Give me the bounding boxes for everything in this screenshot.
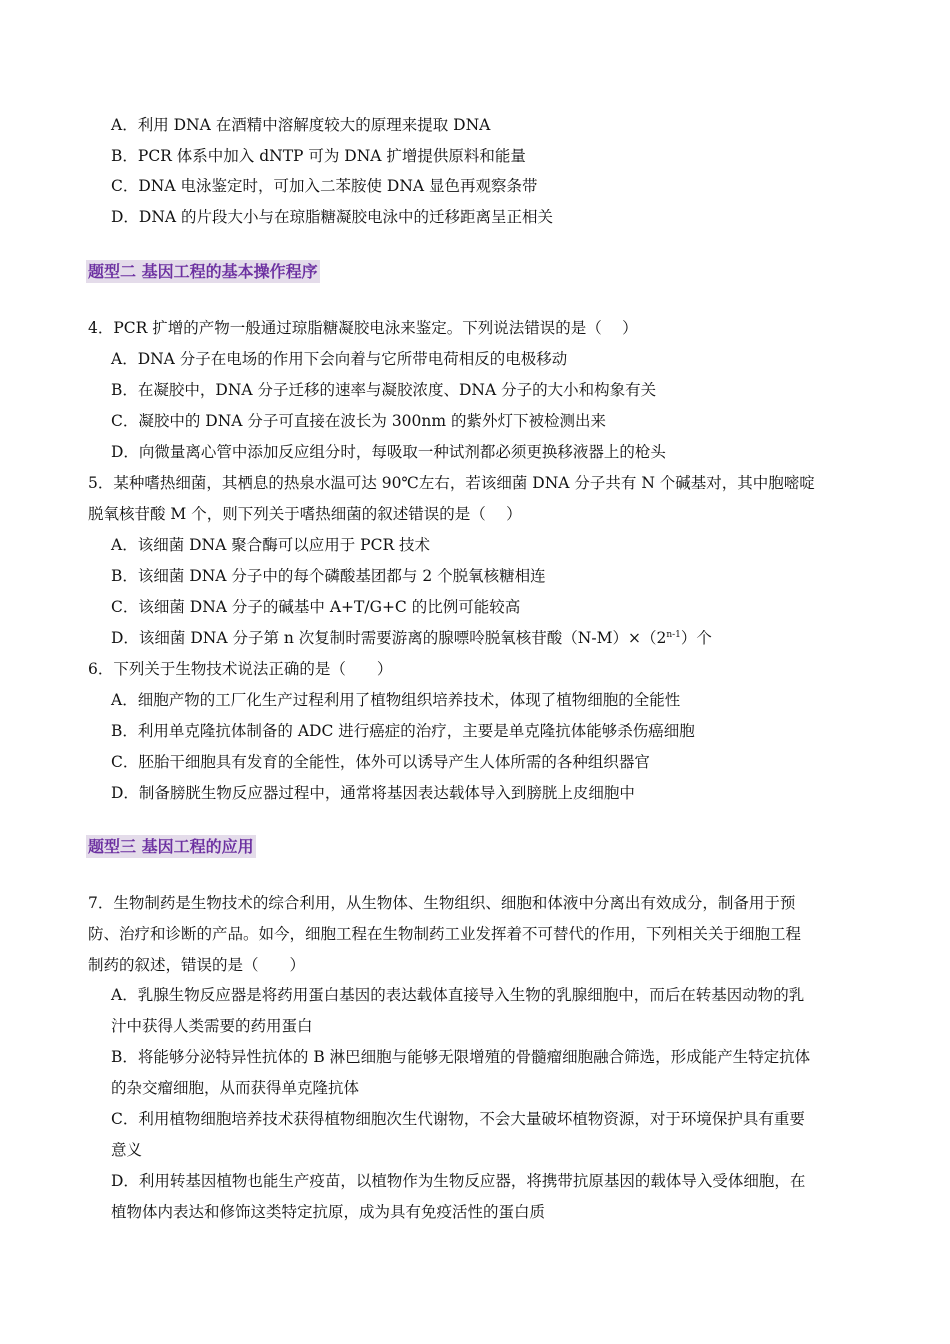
q5-stem-line-1: 5．某种嗜热细菌，其栖息的热泉水温可达 90℃左右，若该细菌 DNA 分子共有 N 个碱基对，其中胞嘧啶 <box>88 474 815 492</box>
q4-option-b: B．在凝胶中，DNA 分子迁移的速率与凝胶浓度、DNA 分子的大小和构象有关 <box>111 381 657 399</box>
q7-option-a-line-2: 汁中获得人类需要的药用蛋白 <box>111 1017 313 1035</box>
q7-option-d-line-1: D．利用转基因植物也能生产疫苗，以植物作为生物反应器，将携带抗原基因的载体导入受体细胞，在 <box>111 1172 806 1190</box>
q4-option-c: C．凝胶中的 DNA 分子可直接在波长为 300nm 的紫外灯下被检测出来 <box>111 412 607 430</box>
q5-option-d-tail: ）个 <box>680 629 712 647</box>
section-3-title: 题型三 基因工程的应用 <box>88 837 254 856</box>
q3-option-a: A．利用 DNA 在酒精中溶解度较大的原理来提取 DNA <box>111 116 491 134</box>
q5-option-b: B．该细菌 DNA 分子中的每个磷酸基团都与 2 个脱氧核糖相连 <box>111 567 546 585</box>
q6-option-d: D．制备膀胱生物反应器过程中，通常将基因表达载体导入到膀胱上皮细胞中 <box>111 784 635 802</box>
q6-option-c: C．胚胎干细胞具有发育的全能性，体外可以诱导产生人体所需的各种组织器官 <box>111 753 650 771</box>
q7-stem-line-2: 防、治疗和诊断的产品。如今，细胞工程在生物制药工业发挥着不可替代的作用，下列相关关于细胞工程 <box>88 925 802 943</box>
q4-option-a: A．DNA 分子在电场的作用下会向着与它所带电荷相反的电极移动 <box>111 350 568 368</box>
q6-option-a: A．细胞产物的工厂化生产过程利用了植物组织培养技术，体现了植物细胞的全能性 <box>111 691 681 709</box>
q3-option-d: D．DNA 的片段大小与在琼脂糖凝胶电泳中的迁移距离呈正相关 <box>111 208 554 226</box>
q7-stem-line-3: 制药的叙述，错误的是（ ） <box>88 956 306 974</box>
q5-stem-line-2: 脱氧核苷酸 M 个，则下列关于嗜热细菌的叙述错误的是（ ） <box>88 505 522 523</box>
q5-option-c: C．该细菌 DNA 分子的碱基中 A+T/G+C 的比例可能较高 <box>111 598 521 616</box>
q6-stem: 6．下列关于生物技术说法正确的是（ ） <box>88 660 393 678</box>
q5-option-d <box>111 628 712 648</box>
q5-option-d-exponent: n-1 <box>666 629 681 640</box>
q7-option-c-line-2: 意义 <box>111 1141 143 1159</box>
q4-option-d: D．向微量离心管中添加反应组分时，每吸取一种试剂都必须更换移液器上的枪头 <box>111 443 666 461</box>
q5-option-a: A．该细菌 DNA 聚合酶可以应用于 PCR 技术 <box>111 536 431 554</box>
q7-option-a-line-1: A．乳腺生物反应器是将药用蛋白基因的表达载体直接导入生物的乳腺细胞中，而后在转基因动物的乳 <box>111 986 805 1004</box>
q5-option-d-text: D．该细菌 DNA 分子第 n 次复制时需要游离的腺嘌呤脱氧核苷酸（N-M）×（2 <box>111 629 667 647</box>
q7-option-c-line-1: C．利用植物细胞培养技术获得植物细胞次生代谢物，不会大量破坏植物资源，对于环境保护具有重要 <box>111 1110 805 1128</box>
q3-option-c: C．DNA 电泳鉴定时，可加入二苯胺使 DNA 显色再观察条带 <box>111 177 538 195</box>
q7-stem-line-1: 7．生物制药是生物技术的综合利用，从生物体、生物组织、细胞和体液中分离出有效成分，制备用于预 <box>88 894 796 912</box>
q7-option-b-line-2: 的杂交瘤细胞，从而获得单克隆抗体 <box>111 1079 360 1097</box>
q3-option-b: B．PCR 体系中加入 dNTP 可为 DNA 扩增提供原料和能量 <box>111 147 526 165</box>
section-2-title: 题型二 基因工程的基本操作程序 <box>88 262 318 281</box>
q4-stem: 4．PCR 扩增的产物一般通过琼脂糖凝胶电泳来鉴定。下列说法错误的是（ ） <box>88 319 638 337</box>
q6-option-b: B．利用单克隆抗体制备的 ADC 进行癌症的治疗，主要是单克隆抗体能够杀伤癌细胞 <box>111 722 695 740</box>
q7-option-b-line-1: B．将能够分泌特异性抗体的 B 淋巴细胞与能够无限增殖的骨髓瘤细胞融合筛选，形成能产生特定抗体 <box>111 1048 811 1066</box>
q7-option-d-line-2: 植物体内表达和修饰这类特定抗原，成为具有免疫活性的蛋白质 <box>111 1203 546 1221</box>
